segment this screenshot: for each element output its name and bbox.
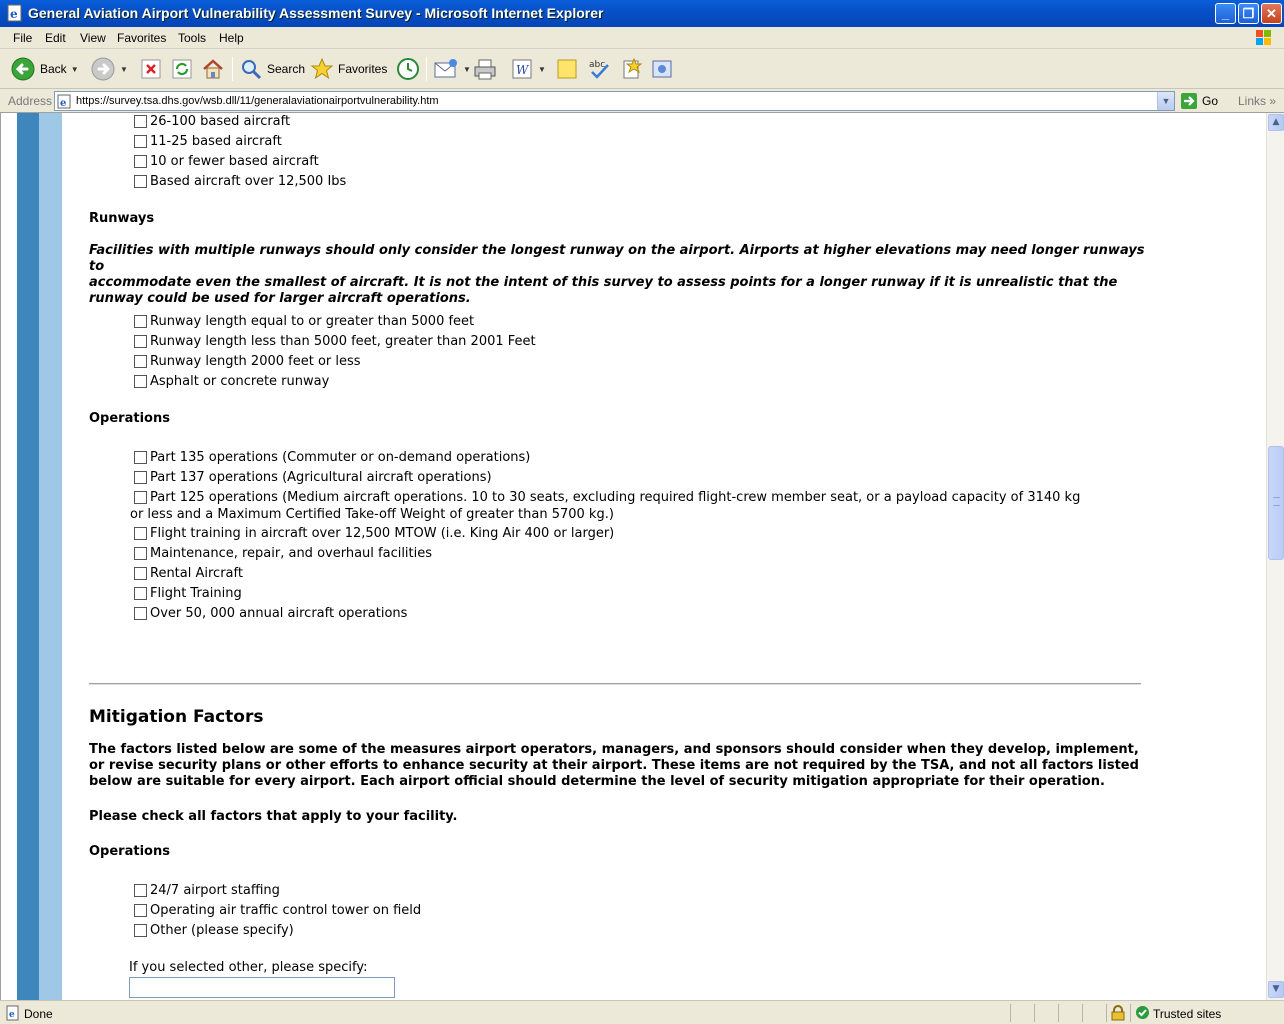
status-bar xyxy=(0,1000,1284,1024)
checkbox-label: Rental Aircraft xyxy=(150,566,243,581)
home-button[interactable] xyxy=(201,55,225,83)
mitigation-factors-heading: Mitigation Factors xyxy=(89,707,264,727)
status-text: Done xyxy=(24,1007,53,1021)
staffing-24-7-checkbox[interactable] xyxy=(134,884,147,897)
lock-icon xyxy=(1111,1005,1125,1021)
favorites-button[interactable] xyxy=(310,55,387,83)
maximize-button[interactable]: ❐ xyxy=(1238,3,1259,24)
chevron-down-icon: ▼ xyxy=(1272,984,1280,994)
checkbox-label: 24/7 airport staffing xyxy=(150,883,280,898)
research-button[interactable] xyxy=(620,55,644,83)
messenger-button[interactable] xyxy=(650,55,676,83)
address-dropdown-icon[interactable]: ▼ xyxy=(1157,92,1174,110)
flight-training-checkbox[interactable] xyxy=(134,587,147,600)
scroll-down-button[interactable] xyxy=(1268,981,1284,998)
security-zone-label: Trusted sites xyxy=(1153,1007,1222,1021)
address-url: https://survey.tsa.dhs.gov/wsb.dll/11/generalaviationairportvulnerability.htm xyxy=(76,95,439,107)
checkbox-label: Flight Training xyxy=(150,586,242,601)
checkbox-label: 26-100 based aircraft xyxy=(150,114,291,129)
go-arrow-icon xyxy=(1180,92,1198,110)
print-icon xyxy=(472,57,498,81)
ie-page-icon xyxy=(6,4,24,22)
refresh-button[interactable] xyxy=(171,55,193,83)
back-label: Back xyxy=(40,62,67,76)
trusted-check-icon xyxy=(1135,1005,1150,1020)
based-aircraft-26-100-checkbox[interactable] xyxy=(134,115,147,128)
mitigation-intro-line: below are suitable for every airport. Each airport official should determine the level of security mitigation appropriate for their operation. xyxy=(89,774,1105,789)
atc-tower-checkbox[interactable] xyxy=(134,904,147,917)
favorites-star-icon xyxy=(310,57,334,81)
vertical-scrollbar[interactable] xyxy=(1266,113,1284,1000)
address-bar xyxy=(0,89,1284,113)
toolbar-separator xyxy=(426,57,427,81)
checkbox-label: Asphalt or concrete runway xyxy=(150,374,330,389)
other-please-specify-checkbox[interactable] xyxy=(134,924,147,937)
discuss-button[interactable] xyxy=(555,55,579,83)
based-aircraft-10-or-fewer-checkbox[interactable] xyxy=(134,155,147,168)
go-label: Go xyxy=(1202,94,1219,108)
mitigation-intro-line: or revise security plans or other efforts to enhance security at their airport. These items are not required by the TSA, and not all factors listed xyxy=(89,758,1139,773)
go-button[interactable] xyxy=(1180,91,1218,111)
address-label: Address xyxy=(8,94,53,108)
other-specify-input[interactable] xyxy=(129,977,395,998)
status-separator xyxy=(1034,1004,1035,1022)
based-aircraft-11-25-checkbox[interactable] xyxy=(134,135,147,148)
svg-text:abc: abc xyxy=(589,60,606,70)
checkbox-label: Maintenance, repair, and overhaul facilities xyxy=(150,546,433,561)
print-button[interactable] xyxy=(472,55,498,83)
checkbox-label: Runway length less than 5000 feet, greater than 2001 Feet xyxy=(150,334,536,349)
over-50000-operations-checkbox[interactable] xyxy=(134,607,147,620)
stop-icon xyxy=(140,58,162,80)
part-137-checkbox[interactable] xyxy=(134,471,147,484)
links-label: Links xyxy=(1238,94,1267,108)
menu-bar xyxy=(0,27,1284,49)
menu-tools[interactable]: Tools xyxy=(178,31,207,45)
runways-note-line: Facilities with multiple runways should only consider the longest runway on the airport. Airports at higher elevations may need longer runways to xyxy=(89,243,1145,274)
left-decorative-band xyxy=(17,113,39,1000)
runway-asphalt-concrete-checkbox[interactable] xyxy=(134,375,147,388)
checkbox-label: Runway length 2000 feet or less xyxy=(150,354,361,369)
windows-logo-icon xyxy=(1250,28,1276,48)
status-separator xyxy=(1058,1004,1059,1022)
section-divider xyxy=(89,683,1141,685)
runways-note xyxy=(89,243,1149,307)
left-decorative-band-light xyxy=(39,113,62,1000)
part-135-checkbox[interactable] xyxy=(134,451,147,464)
menu-help[interactable]: Help xyxy=(219,31,244,45)
mail-button[interactable] xyxy=(433,55,471,83)
chevron-right-icon: » xyxy=(1269,94,1277,108)
window-title: General Aviation Airport Vulnerability Assessment Survey - Microsoft Internet Explorer xyxy=(28,5,604,21)
mro-facilities-checkbox[interactable] xyxy=(134,547,147,560)
scroll-up-button[interactable] xyxy=(1268,114,1284,131)
note-icon xyxy=(555,57,579,81)
checkbox-label: Over 50, 000 annual aircraft operations xyxy=(150,606,408,621)
rental-aircraft-checkbox[interactable] xyxy=(134,567,147,580)
forward-arrow-icon xyxy=(90,56,116,82)
chevron-up-icon: ▲ xyxy=(1272,117,1280,127)
refresh-icon xyxy=(171,58,193,80)
edit-dropdown-icon[interactable]: ▼ xyxy=(538,64,546,74)
scroll-grip xyxy=(1273,497,1280,506)
checkbox-label: Flight training in aircraft over 12,500 MTOW (i.e. King Air 400 or larger) xyxy=(150,526,615,541)
edit-word-button[interactable] xyxy=(510,55,546,83)
spelling-button[interactable] xyxy=(587,55,611,83)
page-done-icon xyxy=(5,1005,21,1021)
runways-heading: Runways xyxy=(89,211,155,226)
checkbox-label: Based aircraft over 12,500 Ibs xyxy=(150,174,347,189)
svg-text:e: e xyxy=(60,98,67,109)
search-label: Search xyxy=(267,62,306,76)
close-button[interactable]: ✕ xyxy=(1261,3,1282,24)
minimize-button[interactable]: _ xyxy=(1215,3,1236,24)
address-input[interactable] xyxy=(54,91,1175,111)
mitigation-intro-line: The factors listed below are some of the measures airport operators, managers, and sponsors should consider when they develop, implement, xyxy=(89,742,1139,757)
forward-button[interactable] xyxy=(90,55,128,83)
part-125-checkbox[interactable] xyxy=(134,491,147,504)
checkbox-label: Runway length equal to or greater than 5000 feet xyxy=(150,314,475,329)
status-separator xyxy=(1082,1004,1083,1022)
based-aircraft-over-12500-checkbox[interactable] xyxy=(134,175,147,188)
runway-2001-5000-checkbox[interactable] xyxy=(134,335,147,348)
status-separator xyxy=(1106,1004,1107,1022)
menu-edit[interactable]: Edit xyxy=(45,31,66,45)
operations-heading: Operations xyxy=(89,411,170,426)
history-icon xyxy=(395,56,421,82)
runways-note-line: accommodate even the smallest of aircraft. It is not the intent of this survey to assess points for a longer runway if it is unrealistic that the xyxy=(89,275,1118,290)
home-icon xyxy=(201,57,225,81)
checkbox-label: Part 135 operations (Commuter or on-demand operations) xyxy=(150,450,531,465)
word-icon xyxy=(510,57,534,81)
spellcheck-icon xyxy=(587,57,611,81)
stop-button[interactable] xyxy=(140,55,162,83)
standard-toolbar xyxy=(0,49,1284,89)
checkbox-label: Part 137 operations (Agricultural aircraft operations) xyxy=(150,470,492,485)
menu-view[interactable]: View xyxy=(80,31,106,45)
checkbox-label: 11-25 based aircraft xyxy=(150,134,282,149)
status-separator xyxy=(1130,1004,1131,1022)
mitigation-intro xyxy=(89,742,1149,790)
svg-text:W: W xyxy=(516,63,529,77)
svg-text:e: e xyxy=(9,1010,15,1020)
flight-training-large-aircraft-checkbox[interactable] xyxy=(134,527,147,540)
svg-text:e: e xyxy=(10,7,18,21)
back-dropdown-icon[interactable]: ▼ xyxy=(70,64,79,74)
checkbox-label: Operating air traffic control tower on field xyxy=(150,903,422,918)
runway-5000-plus-checkbox[interactable] xyxy=(134,315,147,328)
checkbox-label: Other (please specify) xyxy=(150,923,294,938)
runways-note-line: runway could be used for larger aircraft operations. xyxy=(89,291,471,306)
toolbar-separator xyxy=(232,57,233,81)
history-button[interactable] xyxy=(395,55,421,83)
back-button[interactable] xyxy=(10,55,79,83)
title-bar xyxy=(0,0,1284,27)
check-all-prompt: Please check all factors that apply to your facility. xyxy=(89,809,458,824)
checkbox-label-continuation: or less and a Maximum Certified Take-off Weight of greater than 5700 kg.) xyxy=(130,507,614,522)
status-separator xyxy=(1010,1004,1011,1022)
menu-favorites[interactable]: Favorites xyxy=(117,31,167,45)
research-icon xyxy=(620,57,644,81)
favorites-label: Favorites xyxy=(338,62,388,76)
mitigation-operations-heading: Operations xyxy=(89,844,170,859)
page-content xyxy=(0,113,1266,1000)
forward-dropdown-icon[interactable]: ▼ xyxy=(120,64,128,74)
links-toolbar[interactable] xyxy=(1238,94,1276,108)
other-specify-label: If you selected other, please specify: xyxy=(129,960,368,975)
checkbox-label: 10 or fewer based aircraft xyxy=(150,154,319,169)
mail-dropdown-icon[interactable]: ▼ xyxy=(463,64,471,74)
runway-2000-or-less-checkbox[interactable] xyxy=(134,355,147,368)
page-icon xyxy=(57,94,72,109)
messenger-icon xyxy=(650,57,676,81)
search-button[interactable] xyxy=(239,55,305,83)
search-icon xyxy=(239,57,263,81)
mail-icon xyxy=(433,57,459,81)
menu-file[interactable]: File xyxy=(13,31,33,45)
checkbox-label: Part 125 operations (Medium aircraft operations. 10 to 30 seats, excluding required flight-crew member seat, or a payload capacity of 3140 kg xyxy=(150,490,1081,505)
scroll-thumb[interactable] xyxy=(1268,446,1284,560)
back-arrow-icon xyxy=(10,56,36,82)
